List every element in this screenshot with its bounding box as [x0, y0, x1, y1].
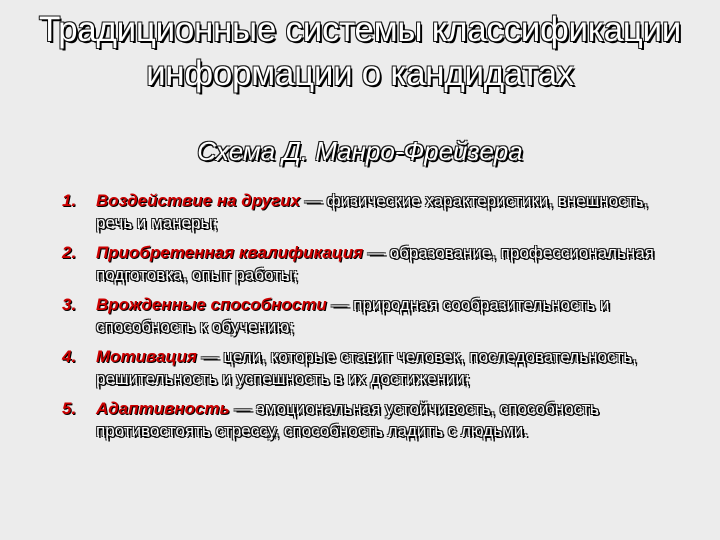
item-description: — цели, которые ставит человек, последовательность, решительность и успешность в их достижении; [96, 347, 637, 388]
item-number: 3. [62, 295, 77, 314]
item-number: 2. [62, 243, 77, 262]
list-item [62, 398, 682, 442]
slide-title: Традиционные системы классификации информации о кандидатах [39, 10, 681, 93]
item-number: 4. [62, 347, 77, 366]
list-item [62, 346, 682, 390]
item-description: — эмоциональная устойчивость, способность противостоять стрессу, способность ладить с людьми. [96, 399, 599, 440]
item-term: Приобретенная квалификация [96, 243, 364, 262]
item-term: Врожденные способности [96, 295, 327, 314]
classification-list [62, 190, 682, 450]
item-term: Мотивация [96, 347, 197, 366]
slide-subtitle: Схема Д. Манро-Фрейзера [197, 136, 523, 166]
list-item [62, 294, 682, 338]
item-description: — образование, профессиональная подготовка, опыт работы; [96, 243, 654, 284]
list-item [62, 242, 682, 286]
item-description: — физические характеристики, внешность, речь и манеры; [96, 191, 648, 232]
item-description: — природная сообразительность и способность к обучению; [96, 295, 610, 336]
item-number: 5. [62, 399, 77, 418]
item-number: 1. [62, 191, 77, 210]
item-term: Адаптивность [96, 399, 230, 418]
item-term: Воздействие на других [96, 191, 301, 210]
list-item [62, 190, 682, 234]
